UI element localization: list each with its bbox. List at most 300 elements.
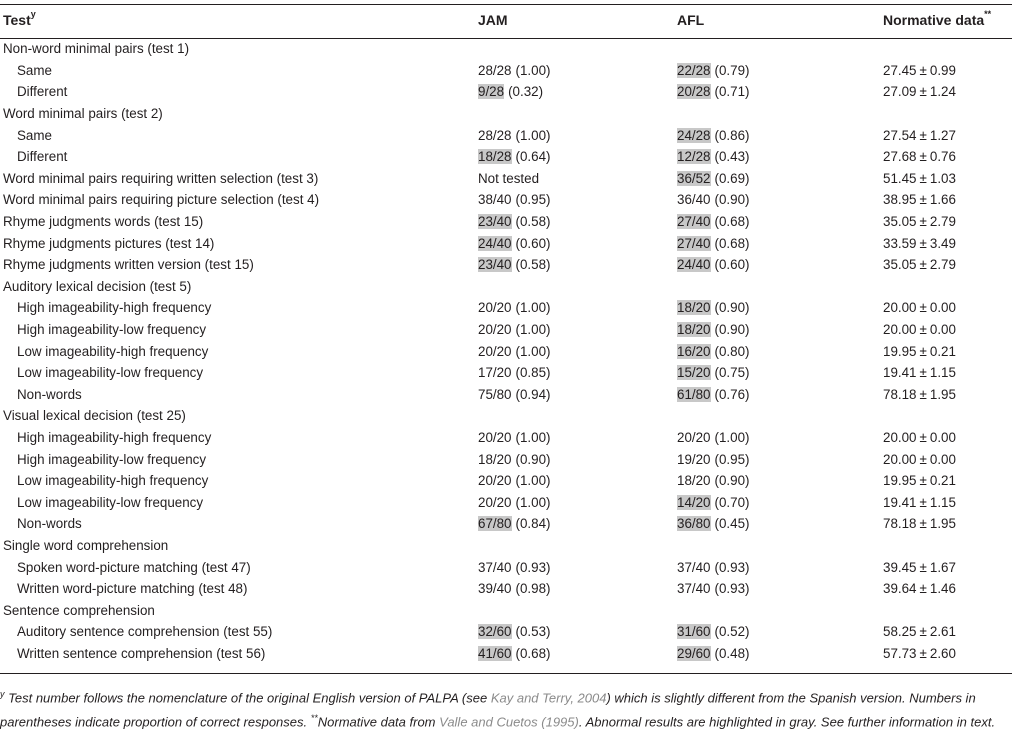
afl-proportion: (0.60)	[714, 257, 750, 273]
afl-cell	[677, 168, 883, 190]
afl-score: 29/60	[677, 645, 711, 661]
jam-cell	[478, 384, 677, 406]
jam-cell	[478, 535, 677, 557]
afl-score: 20/20	[677, 429, 711, 445]
plus-minus-sign: ±	[919, 645, 927, 661]
plus-minus-sign: ±	[919, 365, 927, 381]
row-label: High imageability-low frequency	[17, 451, 207, 467]
jam-proportion: (1.00)	[515, 473, 551, 489]
row-label: Same	[17, 62, 52, 78]
afl-cell	[677, 319, 883, 341]
normative-mean: 20.00	[883, 451, 917, 467]
group-label: Rhyme judgments pictures (test 14)	[3, 235, 215, 251]
afl-proportion: (0.79)	[714, 62, 750, 78]
plus-minus-sign: ±	[919, 257, 927, 273]
jam-proportion: (0.84)	[515, 516, 551, 532]
group-label: Word minimal pairs requiring written selection (test 3)	[3, 170, 319, 186]
normative-mean: 78.18	[883, 516, 917, 532]
jam-proportion: (1.00)	[515, 62, 551, 78]
normative-mean: 38.95	[883, 192, 917, 208]
normative-cell	[883, 556, 1012, 578]
row-label: Same	[17, 127, 52, 143]
group-label: Rhyme judgments written version (test 15)	[3, 257, 254, 273]
afl-score: 24/28	[677, 127, 711, 143]
afl-proportion: (0.43)	[714, 149, 750, 165]
jam-proportion: (1.00)	[515, 300, 551, 316]
normative-sd: 0.00	[929, 451, 956, 467]
jam-cell	[478, 448, 677, 470]
results-table	[0, 6, 1012, 664]
normative-sd: 2.79	[929, 257, 956, 273]
jam-cell	[478, 34, 677, 60]
afl-proportion: (0.90)	[714, 473, 750, 489]
normative-sd: 1.46	[929, 581, 956, 597]
header-test	[0, 6, 478, 34]
plus-minus-sign: ±	[919, 624, 927, 640]
plus-minus-sign: ±	[919, 214, 927, 230]
normative-mean: 51.45	[883, 170, 917, 186]
row-label: Non-words	[17, 386, 82, 402]
jam-proportion: (0.98)	[515, 581, 551, 597]
afl-cell	[677, 643, 883, 665]
table-row	[0, 319, 1012, 341]
jam-proportion: (1.00)	[515, 322, 551, 338]
row-label: Auditory sentence comprehension (test 55)	[17, 624, 273, 640]
afl-score: 24/40	[677, 257, 711, 273]
jam-cell	[478, 491, 677, 513]
afl-cell	[677, 362, 883, 384]
table-row	[0, 448, 1012, 470]
normative-cell	[883, 362, 1012, 384]
afl-cell	[677, 211, 883, 233]
jam-proportion: (0.90)	[515, 451, 551, 467]
normative-mean: 39.45	[883, 559, 917, 575]
jam-proportion: (1.00)	[515, 429, 551, 445]
plus-minus-sign: ±	[919, 300, 927, 316]
afl-score: 19/20	[677, 451, 711, 467]
afl-cell	[677, 556, 883, 578]
afl-cell	[677, 448, 883, 470]
jam-proportion: (0.53)	[515, 624, 551, 640]
afl-cell	[677, 124, 883, 146]
normative-sd: 0.00	[929, 300, 956, 316]
normative-cell	[883, 81, 1012, 103]
jam-cell	[478, 103, 677, 125]
reference-link-valle-cuetos[interactable]: Valle and Cuetos (1995)	[439, 714, 579, 730]
header-row	[0, 6, 1012, 34]
afl-cell	[677, 81, 883, 103]
afl-proportion: (0.75)	[714, 365, 750, 381]
normative-sd: 1.24	[929, 84, 956, 100]
jam-score: 39/40	[478, 581, 512, 597]
table-row	[0, 34, 1012, 60]
normative-mean: 19.41	[883, 494, 917, 510]
row-label: Low imageability-low frequency	[17, 494, 204, 510]
afl-score: 61/80	[677, 386, 711, 402]
normative-sd: 1.27	[929, 127, 956, 143]
row-label: Different	[17, 84, 68, 100]
jam-cell	[478, 81, 677, 103]
plus-minus-sign: ±	[919, 386, 927, 402]
normative-sd: 2.79	[929, 214, 956, 230]
jam-proportion: (0.94)	[515, 386, 551, 402]
row-label: Spoken word-picture matching (test 47)	[17, 559, 251, 575]
table-footnote	[0, 684, 1012, 733]
normative-sd: 1.95	[929, 386, 956, 402]
group-label: Sentence comprehension	[3, 602, 155, 618]
table-row	[0, 276, 1012, 298]
normative-mean: 33.59	[883, 235, 917, 251]
table-row	[0, 643, 1012, 665]
normative-sd: 1.66	[929, 192, 956, 208]
jam-score: 20/20	[478, 429, 512, 445]
jam-cell	[478, 146, 677, 168]
row-label: Low imageability-high frequency	[17, 473, 209, 489]
afl-proportion: (0.69)	[714, 170, 750, 186]
afl-proportion: (0.86)	[714, 127, 750, 143]
normative-mean: 27.68	[883, 149, 917, 165]
jam-proportion: (0.95)	[515, 192, 551, 208]
normative-cell	[883, 599, 1012, 621]
normative-mean: 20.00	[883, 322, 917, 338]
jam-score: 17/20	[478, 365, 512, 381]
group-label: Word minimal pairs requiring picture selection (test 4)	[3, 192, 320, 208]
afl-proportion: (0.68)	[714, 214, 750, 230]
afl-score: 14/20	[677, 494, 711, 510]
table-row	[0, 211, 1012, 233]
jam-score: 20/20	[478, 343, 512, 359]
jam-cell	[478, 168, 677, 190]
jam-proportion: (1.00)	[515, 343, 551, 359]
plus-minus-sign: ±	[919, 84, 927, 100]
normative-cell	[883, 103, 1012, 125]
jam-cell	[478, 427, 677, 449]
plus-minus-sign: ±	[919, 451, 927, 467]
jam-proportion: (0.58)	[515, 214, 551, 230]
normative-mean: 19.41	[883, 365, 917, 381]
group-label: Rhyme judgments words (test 15)	[3, 214, 204, 230]
normative-cell	[883, 491, 1012, 513]
afl-cell	[677, 405, 883, 427]
header-afl: AFL	[677, 12, 705, 28]
row-label: High imageability-high frequency	[17, 429, 212, 445]
afl-proportion: (0.90)	[714, 322, 750, 338]
normative-cell	[883, 535, 1012, 557]
normative-sd: 0.21	[929, 343, 956, 359]
afl-cell	[677, 189, 883, 211]
header-normative-label: Normative data	[883, 12, 985, 28]
table-row	[0, 297, 1012, 319]
jam-cell	[478, 643, 677, 665]
group-label: Single word comprehension	[3, 537, 169, 553]
jam-cell	[478, 470, 677, 492]
jam-cell	[478, 578, 677, 600]
afl-score: 37/40	[677, 559, 711, 575]
table-row	[0, 254, 1012, 276]
normative-sd: 2.60	[929, 645, 956, 661]
table-row	[0, 599, 1012, 621]
plus-minus-sign: ±	[919, 429, 927, 445]
normative-cell	[883, 168, 1012, 190]
afl-proportion: (0.71)	[714, 84, 750, 100]
afl-score: 15/20	[677, 365, 711, 381]
normative-mean: 35.05	[883, 214, 917, 230]
afl-proportion: (0.45)	[714, 516, 750, 532]
jam-score: 32/60	[478, 624, 512, 640]
table-row	[0, 81, 1012, 103]
normative-cell	[883, 448, 1012, 470]
normative-cell	[883, 319, 1012, 341]
group-label: Visual lexical decision (test 25)	[3, 408, 186, 424]
afl-cell	[677, 34, 883, 60]
header-normative	[883, 6, 1012, 34]
jam-cell	[478, 621, 677, 643]
afl-score: 18/20	[677, 473, 711, 489]
afl-proportion: (0.93)	[714, 559, 750, 575]
afl-cell	[677, 535, 883, 557]
table-row	[0, 60, 1012, 82]
normative-cell	[883, 513, 1012, 535]
jam-score: 28/28	[478, 62, 512, 78]
normative-mean: 19.95	[883, 343, 917, 359]
afl-score: 22/28	[677, 62, 711, 78]
jam-proportion: (0.68)	[515, 645, 551, 661]
normative-mean: 78.18	[883, 386, 917, 402]
jam-cell	[478, 124, 677, 146]
afl-cell	[677, 103, 883, 125]
normative-sd: 0.76	[929, 149, 956, 165]
table-row	[0, 578, 1012, 600]
normative-cell	[883, 384, 1012, 406]
plus-minus-sign: ±	[919, 559, 927, 575]
jam-score: 20/20	[478, 322, 512, 338]
plus-minus-sign: ±	[919, 516, 927, 532]
plus-minus-sign: ±	[919, 322, 927, 338]
plus-minus-sign: ±	[919, 192, 927, 208]
jam-score: 24/40	[478, 235, 512, 251]
normative-cell	[883, 276, 1012, 298]
table-row	[0, 189, 1012, 211]
afl-score: 36/80	[677, 516, 711, 532]
afl-proportion: (0.70)	[714, 494, 750, 510]
normative-mean: 20.00	[883, 300, 917, 316]
normative-cell	[883, 146, 1012, 168]
table-row	[0, 513, 1012, 535]
normative-cell	[883, 405, 1012, 427]
table-row	[0, 103, 1012, 125]
footnote-mark: y	[0, 689, 5, 699]
jam-proportion: (1.00)	[515, 127, 551, 143]
table-row	[0, 405, 1012, 427]
jam-score: 23/40	[478, 257, 512, 273]
jam-cell	[478, 276, 677, 298]
row-label: Written sentence comprehension (test 56)	[17, 645, 266, 661]
row-label: High imageability-low frequency	[17, 322, 207, 338]
row-label: Low imageability-low frequency	[17, 365, 204, 381]
normative-cell	[883, 621, 1012, 643]
table-row	[0, 384, 1012, 406]
afl-proportion: (0.68)	[714, 235, 750, 251]
afl-score: 18/20	[677, 322, 711, 338]
afl-cell	[677, 491, 883, 513]
normative-mean: 39.64	[883, 581, 917, 597]
normative-sd: 0.99	[929, 62, 956, 78]
table-row	[0, 470, 1012, 492]
normative-mean: 57.73	[883, 645, 917, 661]
normative-mean: 27.54	[883, 127, 917, 143]
afl-score: 18/20	[677, 300, 711, 316]
normative-sd: 0.21	[929, 473, 956, 489]
afl-score: 27/40	[677, 214, 711, 230]
jam-proportion: (0.64)	[515, 149, 551, 165]
jam-cell	[478, 340, 677, 362]
normative-cell	[883, 189, 1012, 211]
normative-cell	[883, 124, 1012, 146]
table-row	[0, 491, 1012, 513]
afl-cell	[677, 232, 883, 254]
footnote-mark: **	[310, 713, 318, 724]
normative-sd: 1.03	[929, 170, 956, 186]
jam-cell	[478, 297, 677, 319]
jam-proportion: (0.60)	[515, 235, 551, 251]
reference-link-kay-terry[interactable]: Kay and Terry, 2004	[490, 690, 607, 706]
header-test-label: Test	[3, 12, 31, 28]
table-row	[0, 621, 1012, 643]
table-row	[0, 362, 1012, 384]
jam-cell	[478, 362, 677, 384]
plus-minus-sign: ±	[919, 343, 927, 359]
jam-score: Not tested	[478, 170, 540, 186]
normative-cell	[883, 211, 1012, 233]
row-label: Written word-picture matching (test 48)	[17, 581, 248, 597]
jam-cell	[478, 513, 677, 535]
afl-cell	[677, 427, 883, 449]
plus-minus-sign: ±	[919, 581, 927, 597]
afl-cell	[677, 621, 883, 643]
afl-cell	[677, 340, 883, 362]
header-test-superscript: y	[30, 9, 36, 19]
jam-cell	[478, 232, 677, 254]
bottom-rule	[0, 673, 1012, 674]
table-row	[0, 232, 1012, 254]
table-row	[0, 427, 1012, 449]
row-label: High imageability-high frequency	[17, 300, 212, 316]
group-label: Auditory lexical decision (test 5)	[3, 278, 192, 294]
jam-cell	[478, 556, 677, 578]
afl-score: 36/52	[677, 170, 711, 186]
jam-score: 38/40	[478, 192, 512, 208]
jam-score: 37/40	[478, 559, 512, 575]
normative-sd: 3.49	[929, 235, 956, 251]
afl-score: 16/20	[677, 343, 711, 359]
afl-cell	[677, 599, 883, 621]
afl-proportion: (1.00)	[714, 429, 750, 445]
footnote-text: Normative data from	[317, 714, 440, 730]
jam-proportion: (0.93)	[515, 559, 551, 575]
afl-proportion: (0.76)	[714, 386, 750, 402]
table-row	[0, 340, 1012, 362]
afl-proportion: (0.90)	[714, 300, 750, 316]
table-row	[0, 535, 1012, 557]
jam-cell	[478, 599, 677, 621]
normative-sd: 2.61	[929, 624, 956, 640]
normative-mean: 27.45	[883, 62, 917, 78]
normative-cell	[883, 578, 1012, 600]
afl-score: 20/28	[677, 84, 711, 100]
afl-cell	[677, 470, 883, 492]
footnote-text: ) which is slightly different from the Spanish version. Numbers in parentheses indicate proportion of correct responses.	[0, 690, 976, 730]
normative-cell	[883, 254, 1012, 276]
jam-score: 20/20	[478, 494, 512, 510]
normative-sd: 1.15	[929, 494, 956, 510]
table-body	[0, 34, 1012, 664]
jam-cell	[478, 211, 677, 233]
plus-minus-sign: ±	[919, 127, 927, 143]
jam-cell	[478, 254, 677, 276]
normative-cell	[883, 427, 1012, 449]
group-label: Word minimal pairs (test 2)	[3, 106, 163, 122]
afl-score: 31/60	[677, 624, 711, 640]
plus-minus-sign: ±	[919, 494, 927, 510]
afl-proportion: (0.90)	[714, 192, 750, 208]
afl-proportion: (0.95)	[714, 451, 750, 467]
afl-score: 27/40	[677, 235, 711, 251]
normative-cell	[883, 470, 1012, 492]
footnote-text: Test number follows the nomenclature of the original English version of PALPA (see	[4, 690, 491, 706]
jam-proportion: (0.85)	[515, 365, 551, 381]
jam-score: 18/20	[478, 451, 512, 467]
afl-cell	[677, 276, 883, 298]
normative-sd: 1.95	[929, 516, 956, 532]
afl-cell	[677, 578, 883, 600]
jam-proportion: (1.00)	[515, 494, 551, 510]
jam-score: 67/80	[478, 516, 512, 532]
afl-cell	[677, 60, 883, 82]
afl-cell	[677, 384, 883, 406]
table-row	[0, 124, 1012, 146]
normative-mean: 35.05	[883, 257, 917, 273]
jam-cell	[478, 60, 677, 82]
afl-score: 12/28	[677, 149, 711, 165]
table-header	[0, 6, 1012, 34]
normative-cell	[883, 643, 1012, 665]
row-label: Non-words	[17, 516, 82, 532]
jam-score: 23/40	[478, 214, 512, 230]
jam-score: 28/28	[478, 127, 512, 143]
normative-cell	[883, 60, 1012, 82]
top-rule	[0, 4, 1012, 5]
normative-sd: 0.00	[929, 322, 956, 338]
normative-mean: 27.09	[883, 84, 917, 100]
plus-minus-sign: ±	[919, 473, 927, 489]
normative-mean: 20.00	[883, 429, 917, 445]
group-label: Non-word minimal pairs (test 1)	[3, 41, 190, 57]
afl-cell	[677, 513, 883, 535]
jam-score: 75/80	[478, 386, 512, 402]
normative-cell	[883, 340, 1012, 362]
row-label: Low imageability-high frequency	[17, 343, 209, 359]
jam-score: 20/20	[478, 473, 512, 489]
afl-score: 37/40	[677, 581, 711, 597]
afl-score: 36/40	[677, 192, 711, 208]
afl-proportion: (0.48)	[714, 645, 750, 661]
normative-cell	[883, 34, 1012, 60]
jam-cell	[478, 405, 677, 427]
jam-cell	[478, 319, 677, 341]
normative-cell	[883, 232, 1012, 254]
table-row	[0, 146, 1012, 168]
normative-mean: 58.25	[883, 624, 917, 640]
